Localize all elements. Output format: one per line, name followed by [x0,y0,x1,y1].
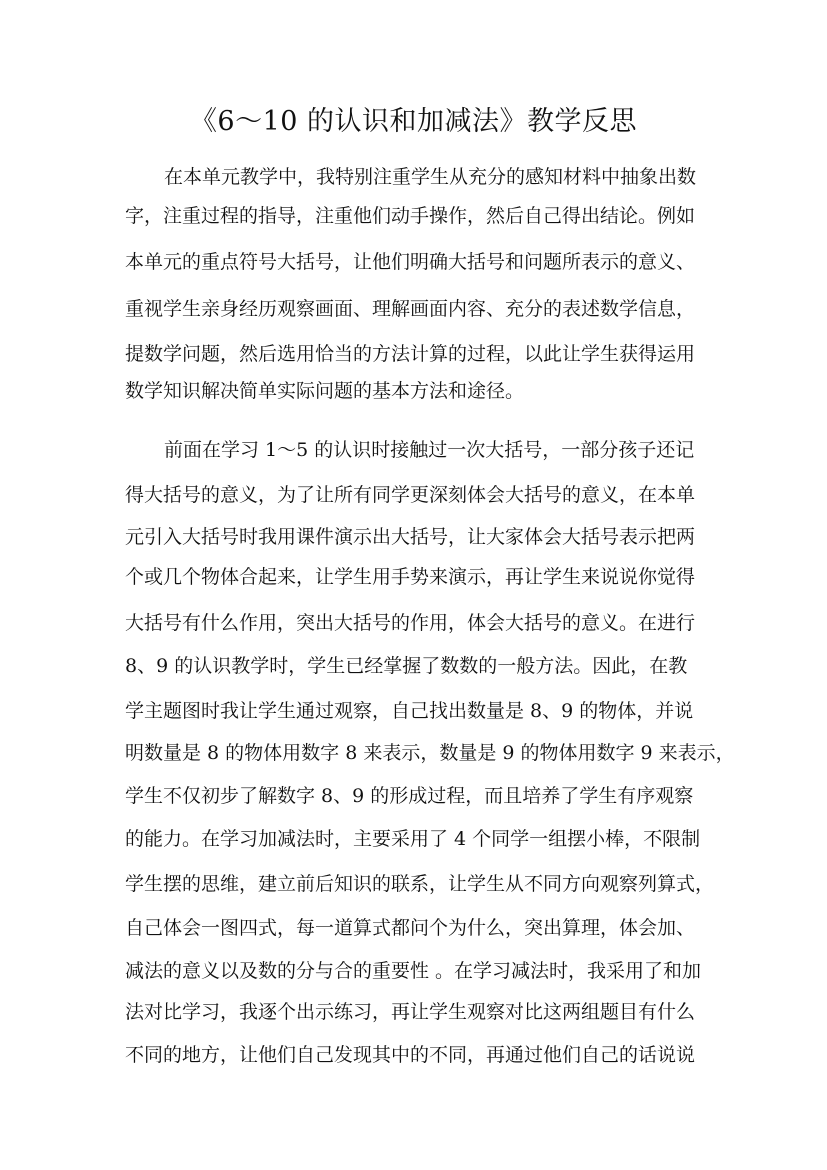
paragraph-1-line-3: 本单元的重点符号大括号，让他们明确大括号和问题所表示的意义、 [125,251,696,273]
paragraph-1-line-4: 重视学生亲身经历观察画面、理解画面内容、充分的表述数学信息， [125,298,696,320]
paragraph-2-line-14: 法对比学习，我逐个出示练习，再让学生观察对比这两组题目有什么 [125,1001,696,1023]
paragraph-2-line-6: 8、9 的认识教学时，学生已经掌握了数数的一般方法。因此，在教 [125,655,688,677]
paragraph-1-line-2: 字，注重过程的指导，注重他们动手操作，然后自己得出结论。例如 [125,205,696,227]
paragraph-2-line-8: 明数量是 8 的物体用数字 8 来表示，数量是 9 的物体用数字 9 来表示， [125,742,735,764]
paragraph-2-line-2: 得大括号的意义，为了让所有同学更深刻体会大括号的意义，在本单 [125,484,696,506]
paragraph-2-line-4: 个或几个物体合起来，让学生用手势来演示，再让学生来说说你觉得 [125,566,696,588]
paragraph-2-line-9: 学生不仅初步了解数字 8、9 的形成过程，而且培养了学生有序观察 [125,785,694,807]
paragraph-2-line-13: 减法的意义以及数的分与合的重要性 。在学习减法时，我采用了和加 [125,960,702,982]
paragraph-1-line-5: 提数学问题，然后选用恰当的方法计算的过程，以此让学生获得运用 [125,343,696,365]
paragraph-2-line-15: 不同的地方，让他们自己发现其中的不同，再通过他们自己的话说说 [125,1044,696,1066]
paragraph-2-line-11: 学生摆的思维，建立前后知识的联系，让学生从不同方向观察列算式， [125,873,715,895]
paragraph-2-line-12: 自己体会一图四式，每一道算式都问个为什么，突出算理，体会加、 [125,917,696,939]
paragraph-1-line-1: 在本单元教学中，我特别注重学生从充分的感知材料中抽象出数 [164,166,697,188]
paragraph-2-line-3: 元引入大括号时我用课件演示出大括号，让大家体会大括号表示把两 [125,526,696,548]
paragraph-2-line-10: 的能力。在学习加减法时，主要采用了 4 个同学一组摆小棒，不限制 [125,828,701,850]
document-title: 《6～10 的认识和加减法》教学反思 [189,106,638,137]
paragraph-1-line-6: 数学知识解决简单实际问题的基本方法和途径。 [125,380,525,402]
paragraph-2-line-5: 大括号有什么作用，突出大括号的作用，体会大括号的意义。在进行 [125,612,696,634]
paragraph-2-line-7: 学主题图时我让学生通过观察，自己找出数量是 8、9 的物体，并说 [125,700,694,722]
paragraph-2-line-1: 前面在学习 1～5 的认识时接触过一次大括号，一部分孩子还记 [164,439,695,461]
